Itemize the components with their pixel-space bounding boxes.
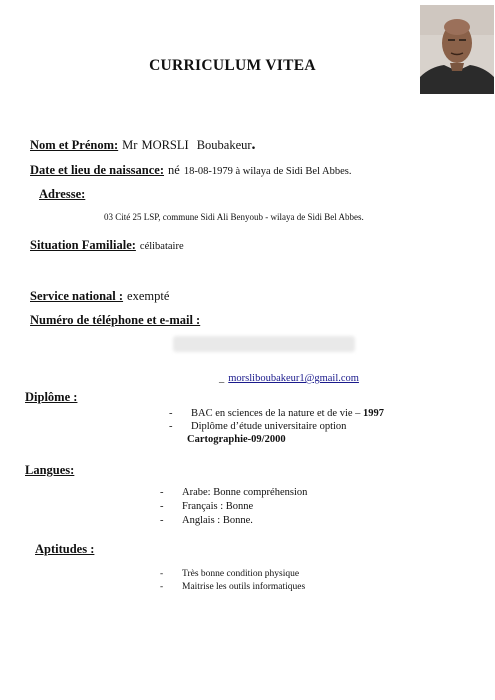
birth-line — [30, 161, 352, 179]
email-link[interactable]: morsliboubakeur1@gmail.com — [228, 373, 359, 384]
address-label: Adresse: — [39, 187, 86, 201]
diploma-label: Diplôme : — [25, 390, 78, 404]
language-item — [160, 487, 307, 498]
service-value: exempté — [127, 289, 170, 303]
languages-label: Langues: — [25, 463, 75, 477]
name-label: Nom et Prénom: — [30, 138, 119, 152]
diploma-item — [169, 421, 346, 432]
email-prefix: _ — [219, 373, 225, 384]
profile-photo — [420, 5, 494, 94]
family-label: Situation Familiale: — [30, 238, 136, 252]
diploma-item — [169, 408, 384, 419]
diploma-text: BAC en sciences de la nature et de vie – — [191, 408, 364, 419]
birth-value: 18-08-1979 à wilaya de Sidi Bel Abbes. — [183, 166, 352, 177]
language-item — [160, 515, 253, 526]
address-value: 03 Cité 25 LSP, commune Sidi Ali Benyoub - wilaya de Sidi Bel Abbes. — [104, 212, 364, 222]
diploma-text: Diplôme d’étude universitaire option — [191, 421, 347, 432]
language-item — [160, 501, 253, 512]
bullet: - — [169, 421, 173, 432]
redacted-phone — [173, 336, 355, 352]
aptitudes-label: Aptitudes : — [35, 542, 95, 556]
name-civility: Mr — [122, 138, 138, 152]
aptitude-item — [160, 569, 299, 579]
name-first: Boubakeur — [196, 138, 252, 152]
language-text: Arabe: Bonne compréhension — [182, 487, 308, 498]
contact-label: Numéro de téléphone et e-mail : — [30, 313, 201, 327]
service-line — [30, 287, 169, 305]
language-text: Anglais : Bonne. — [182, 515, 253, 526]
diploma-option: Cartographie-09/2000 — [187, 434, 286, 445]
birth-prefix: né — [168, 163, 180, 177]
family-value: célibataire — [139, 241, 184, 252]
aptitude-text: Très bonne condition physique — [182, 569, 300, 579]
name-line — [30, 136, 256, 154]
bullet: - — [160, 501, 164, 512]
bullet: - — [160, 487, 164, 498]
bullet: - — [160, 582, 164, 592]
aptitude-item — [160, 582, 305, 592]
family-line — [30, 236, 184, 254]
aptitude-text: Maitrise les outils informatiques — [182, 582, 306, 592]
bullet: - — [169, 408, 173, 419]
diploma-year: 1997 — [363, 408, 385, 419]
service-label: Service national : — [30, 289, 124, 303]
name-end: . — [251, 136, 256, 153]
document-title: CURRICULUM VITEA — [149, 57, 316, 74]
name-last: MORSLI — [141, 138, 189, 152]
bullet: - — [160, 569, 164, 579]
birth-label: Date et lieu de naissance: — [30, 163, 165, 177]
language-text: Français : Bonne — [182, 501, 254, 512]
bullet: - — [160, 515, 164, 526]
email-line — [219, 368, 359, 386]
